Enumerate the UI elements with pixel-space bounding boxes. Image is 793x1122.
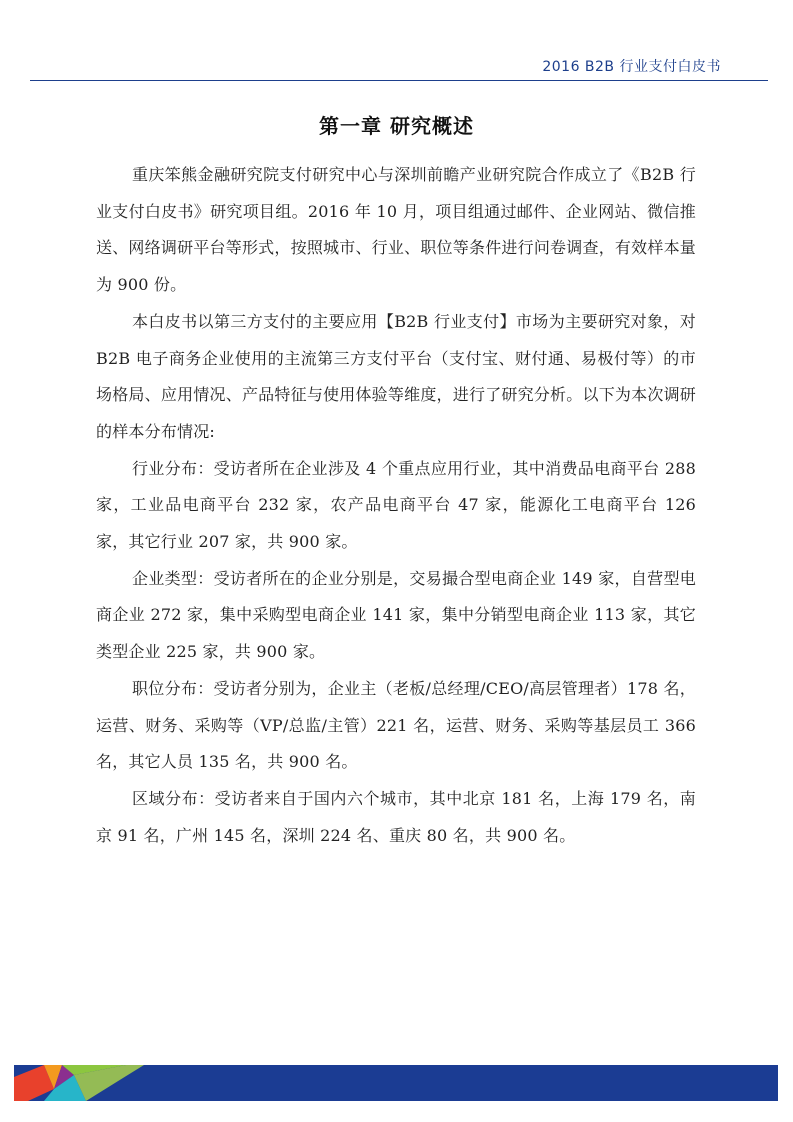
chapter-title: 第一章 研究概述 [319,114,474,138]
header-divider [30,80,768,81]
footer-banner [14,1065,778,1101]
header-title: 2016 B2B 行业支付白皮书 [542,59,721,75]
paragraph-region-distribution: 区域分布：受访者来自于国内六个城市，其中北京 181 名，上海 179 名，南京 91 名，广州 145 名，深圳 224 名、重庆 80 名，共 900 名。 [96,788,696,845]
paragraph-position-distribution: 职位分布：受访者分别为，企业主（老板/总经理/CEO/高层管理者）178 名，运营、财务、采购等（VP/总监/主管）221 名，运营、财务、采购等基层员工 366 名，其它人员 135 名，共 900 名。 [96,678,696,772]
body-content [96,157,696,854]
footer-mosaic-decoration [14,1065,144,1101]
paragraph-industry-distribution: 行业分布：受访者所在企业涉及 4 个重点应用行业，其中消费品电商平台 288 家，工业品电商平台 232 家，农产品电商平台 47 家，能源化工电商平台 126 家，其它行业 207 家，共 900 家。 [96,458,696,552]
paragraph-intro: 重庆笨熊金融研究院支付研究中心与深圳前瞻产业研究院合作成立了《B2B 行业支付白皮书》研究项目组。2016 年 10 月，项目组通过邮件、企业网站、微信推送、网络调研平台等形式，按照城市、行业、职位等条件进行问卷调查，有效样本量为 900 份。 [96,165,696,295]
paragraph-enterprise-type: 企业类型：受访者所在的企业分别是，交易撮合型电商企业 149 家，自营型电商企业 272 家，集中采购型电商企业 141 家，集中分销型电商企业 113 家，其它类型企业 225 家，共 900 家。 [96,568,696,662]
paragraph-scope: 本白皮书以第三方支付的主要应用【B2B 行业支付】市场为主要研究对象，对 B2B 电子商务企业使用的主流第三方支付平台（支付宝、财付通、易极付等）的市场格局、应用情况、产品特征与使用体验等维度，进行了研究分析。以下为本次调研的样本分布情况: [96,311,696,441]
